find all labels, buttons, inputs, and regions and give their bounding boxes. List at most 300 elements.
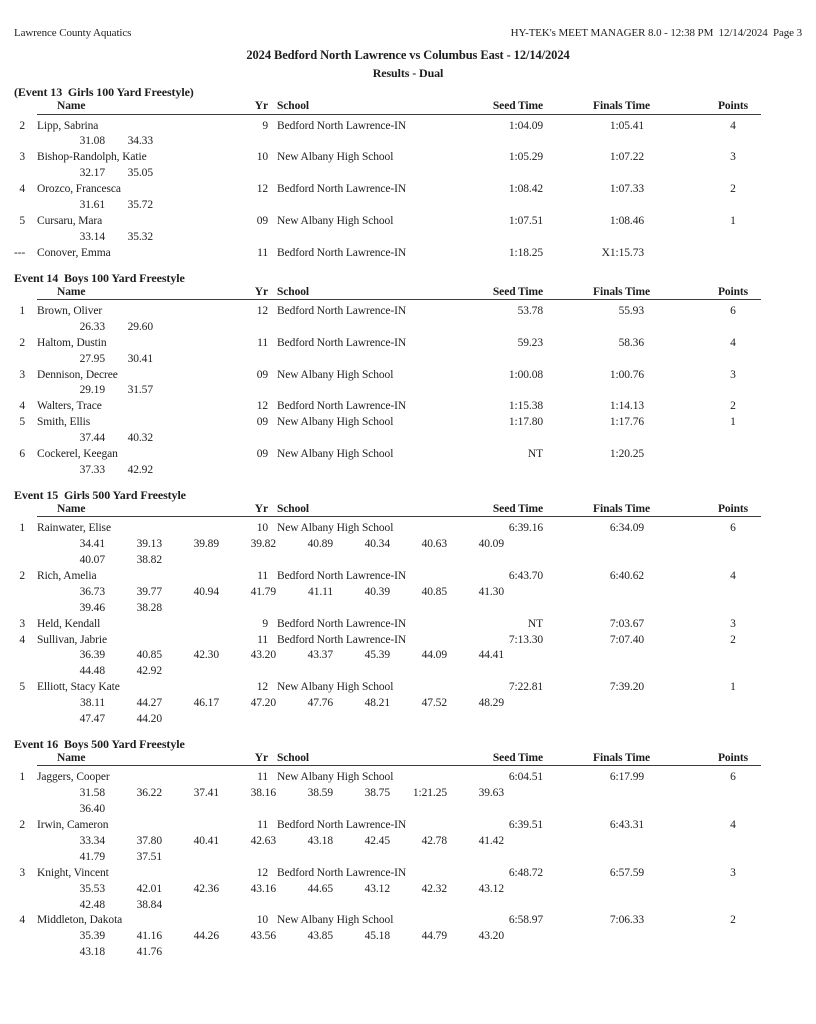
points-cell: 2 <box>730 400 736 413</box>
year-cell: 11 <box>257 819 268 832</box>
col-header-seed-time: Seed Time <box>492 751 543 764</box>
swimmer-name-cell: Knight, Vincent <box>37 866 109 879</box>
col-header-points: Points <box>717 100 749 112</box>
splits-row <box>14 553 802 569</box>
splits-row <box>14 166 802 182</box>
split-time: 40.09 <box>478 538 504 551</box>
place-cell: 1 <box>19 305 25 318</box>
split-time: 33.14 <box>79 230 105 243</box>
col-header-yr: Yr <box>254 100 268 112</box>
seed-time-cell: 1:18.25 <box>508 246 543 259</box>
split-time: 43.12 <box>478 882 504 895</box>
points-cell: 2 <box>730 633 736 646</box>
split-time: 39.82 <box>250 538 276 551</box>
school-cell: Bedford North Lawrence-IN <box>277 617 407 630</box>
split-time: 43.18 <box>79 946 105 959</box>
header-rule <box>37 299 761 300</box>
splits-row <box>14 850 802 866</box>
col-header-name: Name <box>57 100 86 112</box>
splits-row <box>14 463 802 479</box>
place-cell: 3 <box>19 151 25 164</box>
split-time: 41.11 <box>308 585 333 598</box>
split-time: 36.40 <box>79 803 105 816</box>
results-rows <box>14 115 802 262</box>
split-time: 44.48 <box>79 665 105 678</box>
points-cell: 6 <box>730 771 736 784</box>
year-cell: 12 <box>256 681 268 694</box>
split-time: 27.95 <box>79 352 105 365</box>
year-cell: 11 <box>257 246 268 259</box>
swimmer-name-cell: Elliott, Stacy Kate <box>37 681 120 694</box>
header-rule <box>37 765 761 766</box>
place-cell: 2 <box>19 819 25 832</box>
col-header-yr: Yr <box>254 751 268 764</box>
split-time: 36.39 <box>79 649 105 662</box>
place-cell: --- <box>14 246 26 259</box>
school-cell: Bedford North Lawrence-IN <box>277 183 407 196</box>
split-time: 39.77 <box>136 585 162 598</box>
swimmer-name-cell: Walters, Trace <box>37 400 102 413</box>
year-cell: 09 <box>256 214 268 227</box>
result-row <box>14 633 802 649</box>
split-time: 39.63 <box>478 787 504 800</box>
splits-row <box>14 585 802 601</box>
splits-row <box>14 945 802 961</box>
swimmer-name-cell: Orozco, Francesca <box>37 183 121 196</box>
seed-time-cell: 6:39.51 <box>508 819 543 832</box>
col-header-finals-time: Finals Time <box>593 285 650 298</box>
swimmer-name-cell: Brown, Oliver <box>37 305 103 318</box>
split-time: 43.56 <box>250 930 276 943</box>
seed-time-cell: 7:13.30 <box>508 633 543 646</box>
split-time: 41.79 <box>79 850 105 863</box>
split-time: 32.17 <box>79 167 105 180</box>
split-time: 36.22 <box>136 787 162 800</box>
place-cell: 2 <box>19 119 25 132</box>
col-header-finals-time: Finals Time <box>593 751 650 764</box>
school-cell: New Albany High School <box>277 214 394 227</box>
split-time: 47.76 <box>307 697 333 710</box>
split-time: 39.13 <box>136 538 162 551</box>
split-time: 26.33 <box>79 320 105 333</box>
split-time: 40.94 <box>193 585 219 598</box>
school-cell: New Albany High School <box>277 681 394 694</box>
column-header-row <box>14 286 802 301</box>
place-cell: 4 <box>19 183 25 196</box>
place-cell: 4 <box>19 400 25 413</box>
event-block <box>14 737 802 961</box>
year-cell: 9 <box>262 119 268 132</box>
finals-time-cell: 1:14.13 <box>609 400 644 413</box>
split-time: 44.26 <box>193 930 219 943</box>
event-title: Event 14 Boys 100 Yard Freestyle <box>14 270 185 285</box>
year-cell: 10 <box>256 914 268 927</box>
seed-time-cell: 1:00.08 <box>508 368 543 381</box>
school-cell: New Albany High School <box>277 448 394 461</box>
split-time: 42.32 <box>421 882 447 895</box>
split-time: 44.79 <box>421 930 447 943</box>
col-header-school: School <box>277 100 309 112</box>
split-time: 37.51 <box>136 850 162 863</box>
split-time: 47.52 <box>421 697 447 710</box>
year-cell: 12 <box>256 866 268 879</box>
split-time: 33.34 <box>79 834 105 847</box>
result-row <box>14 818 802 834</box>
split-time: 38.59 <box>307 787 333 800</box>
split-time: 43.18 <box>307 834 333 847</box>
header-rule <box>37 516 761 517</box>
place-cell: 1 <box>19 522 25 535</box>
split-time: 29.60 <box>127 320 153 333</box>
year-cell: 11 <box>257 633 268 646</box>
finals-time-cell: 1:20.25 <box>609 448 644 461</box>
finals-time-cell: 7:39.20 <box>609 681 644 694</box>
split-time: 40.34 <box>364 538 390 551</box>
result-row <box>14 521 802 537</box>
finals-time-cell: 1:00.76 <box>609 368 644 381</box>
school-cell: New Albany High School <box>277 368 394 381</box>
split-time: 40.32 <box>127 432 153 445</box>
split-time: 48.21 <box>364 697 390 710</box>
split-time: 41.42 <box>478 834 504 847</box>
splits-row <box>14 383 802 399</box>
col-header-seed-time: Seed Time <box>492 285 543 298</box>
points-cell: 4 <box>730 119 736 132</box>
splits-row <box>14 882 802 898</box>
column-header-row <box>14 503 802 518</box>
result-row <box>14 182 802 198</box>
swimmer-name-cell: Cursaru, Mara <box>37 214 103 227</box>
split-time: 45.18 <box>364 930 390 943</box>
event-title: Event 16 Boys 500 Yard Freestyle <box>14 736 185 751</box>
seed-time-cell: 59.23 <box>517 336 543 349</box>
year-cell: 9 <box>262 617 268 630</box>
split-time: 41.76 <box>136 946 162 959</box>
split-time: 37.33 <box>79 463 105 476</box>
facility-name: Lawrence County Aquatics <box>14 27 132 39</box>
split-time: 37.41 <box>193 787 219 800</box>
school-cell: New Albany High School <box>277 416 394 429</box>
col-header-seed-time: Seed Time <box>492 100 543 112</box>
result-row <box>14 569 802 585</box>
splits-row <box>14 134 802 150</box>
split-time: 41.79 <box>250 585 276 598</box>
points-cell: 2 <box>730 183 736 196</box>
finals-time-cell: 1:08.46 <box>609 214 644 227</box>
place-cell: 5 <box>19 416 25 429</box>
split-time: 29.19 <box>79 384 105 397</box>
results-subtitle: Results - Dual <box>372 66 444 80</box>
year-cell: 11 <box>257 336 268 349</box>
split-time: 38.28 <box>136 601 162 614</box>
finals-time-cell: 6:43.31 <box>609 819 644 832</box>
seed-time-cell: 1:08.42 <box>508 183 543 196</box>
result-row <box>14 680 802 696</box>
points-cell: 1 <box>730 416 736 429</box>
split-time: 38.75 <box>364 787 390 800</box>
seed-time-cell: 7:22.81 <box>508 681 543 694</box>
result-row <box>14 913 802 929</box>
seed-time-cell: NT <box>527 617 543 630</box>
col-header-finals-time: Finals Time <box>593 502 650 515</box>
swimmer-name-cell: Dennison, Decree <box>37 368 118 381</box>
result-row <box>14 150 802 166</box>
finals-time-cell: 1:07.22 <box>609 151 644 164</box>
splits-row <box>14 198 802 214</box>
finals-time-cell: X1:15.73 <box>601 246 644 259</box>
finals-time-cell: 7:06.33 <box>609 914 644 927</box>
column-header-row <box>14 100 802 115</box>
split-time: 39.46 <box>79 601 105 614</box>
seed-time-cell: 53.78 <box>517 305 543 318</box>
col-header-points: Points <box>717 751 749 764</box>
result-row <box>14 399 802 415</box>
school-cell: Bedford North Lawrence-IN <box>277 819 407 832</box>
results-rows <box>14 766 802 961</box>
swimmer-name-cell: Rainwater, Elise <box>37 522 111 535</box>
points-cell: 6 <box>730 305 736 318</box>
school-cell: Bedford North Lawrence-IN <box>277 400 407 413</box>
col-header-name: Name <box>57 502 86 515</box>
col-header-finals-time: Finals Time <box>593 100 650 112</box>
result-row <box>14 617 802 633</box>
split-time: 48.29 <box>478 697 504 710</box>
split-time: 43.12 <box>364 882 390 895</box>
split-time: 37.44 <box>79 432 105 445</box>
points-cell: 1 <box>730 214 736 227</box>
event-block <box>14 271 802 479</box>
year-cell: 12 <box>256 183 268 196</box>
events-container <box>14 85 802 961</box>
result-row <box>14 304 802 320</box>
split-time: 42.45 <box>364 834 390 847</box>
place-cell: 2 <box>19 569 25 582</box>
split-time: 31.57 <box>127 384 153 397</box>
split-time: 34.41 <box>79 538 105 551</box>
page-header <box>14 27 802 41</box>
swimmer-name-cell: Smith, Ellis <box>37 416 91 429</box>
result-row <box>14 770 802 786</box>
split-time: 44.09 <box>421 649 447 662</box>
result-row <box>14 368 802 384</box>
split-time: 34.33 <box>127 135 153 148</box>
split-time: 42.48 <box>79 898 105 911</box>
event-block <box>14 85 802 262</box>
place-cell: 2 <box>19 336 25 349</box>
column-header-row <box>14 752 802 767</box>
splits-row <box>14 230 802 246</box>
results-rows <box>14 517 802 728</box>
splits-row <box>14 696 802 712</box>
seed-time-cell: 6:58.97 <box>508 914 543 927</box>
col-header-school: School <box>277 751 309 764</box>
split-time: 36.73 <box>79 585 105 598</box>
school-cell: Bedford North Lawrence-IN <box>277 305 407 318</box>
split-time: 38.16 <box>250 787 276 800</box>
header-rule <box>37 114 761 115</box>
school-cell: New Albany High School <box>277 522 394 535</box>
split-time: 40.85 <box>421 585 447 598</box>
split-time: 46.17 <box>193 697 219 710</box>
result-row <box>14 119 802 135</box>
col-header-name: Name <box>57 285 86 298</box>
place-cell: 4 <box>19 633 25 646</box>
event-title: Event 15 Girls 500 Yard Freestyle <box>14 487 186 502</box>
col-header-school: School <box>277 502 309 515</box>
swimmer-name-cell: Irwin, Cameron <box>37 819 109 832</box>
swimmer-name-cell: Rich, Amelia <box>37 569 97 582</box>
points-cell: 3 <box>730 866 736 879</box>
place-cell: 1 <box>19 771 25 784</box>
seed-time-cell: 1:05.29 <box>508 151 543 164</box>
software-credit: HY-TEK's MEET MANAGER 8.0 - 12:38 PM 12/14/2024 Page 3 <box>510 27 802 39</box>
swimmer-name-cell: Haltom, Dustin <box>37 336 107 349</box>
finals-time-cell: 55.93 <box>618 305 644 318</box>
splits-row <box>14 898 802 914</box>
swimmer-name-cell: Sullivan, Jabrie <box>37 633 107 646</box>
split-time: 44.20 <box>136 713 162 725</box>
finals-time-cell: 58.36 <box>618 336 644 349</box>
split-time: 42.30 <box>193 649 219 662</box>
splits-row <box>14 929 802 945</box>
swimmer-name-cell: Bishop-Randolph, Katie <box>37 151 147 164</box>
splits-row <box>14 537 802 553</box>
points-cell: 3 <box>730 151 736 164</box>
school-cell: Bedford North Lawrence-IN <box>277 119 407 132</box>
col-header-yr: Yr <box>254 502 268 515</box>
result-row <box>14 415 802 431</box>
split-time: 40.63 <box>421 538 447 551</box>
points-cell: 1 <box>730 681 736 694</box>
year-cell: 09 <box>256 368 268 381</box>
split-time: 43.85 <box>307 930 333 943</box>
finals-time-cell: 6:57.59 <box>609 866 644 879</box>
split-time: 42.63 <box>250 834 276 847</box>
split-time: 38.84 <box>136 898 162 911</box>
points-cell: 3 <box>730 617 736 630</box>
school-cell: Bedford North Lawrence-IN <box>277 336 407 349</box>
split-time: 35.72 <box>127 198 153 211</box>
event-title: (Event 13 Girls 100 Yard Freestyle) <box>14 85 194 99</box>
points-cell: 3 <box>730 368 736 381</box>
split-time: 44.41 <box>478 649 504 662</box>
split-time: 31.61 <box>79 198 105 211</box>
seed-time-cell: 6:04.51 <box>508 771 543 784</box>
year-cell: 10 <box>256 522 268 535</box>
seed-time-cell: 1:15.38 <box>508 400 543 413</box>
col-header-points: Points <box>717 285 749 298</box>
school-cell: Bedford North Lawrence-IN <box>277 569 407 582</box>
splits-row <box>14 352 802 368</box>
school-cell: Bedford North Lawrence-IN <box>277 866 407 879</box>
year-cell: 09 <box>256 416 268 429</box>
result-row <box>14 246 802 262</box>
seed-time-cell: 1:17.80 <box>508 416 543 429</box>
split-time: 43.16 <box>250 882 276 895</box>
split-time: 42.92 <box>127 463 153 476</box>
finals-time-cell: 1:17.76 <box>609 416 644 429</box>
split-time: 42.01 <box>136 882 162 895</box>
result-row <box>14 336 802 352</box>
seed-time-cell: 6:48.72 <box>508 866 543 879</box>
col-header-seed-time: Seed Time <box>492 502 543 515</box>
points-cell: 4 <box>730 336 736 349</box>
seed-time-cell: NT <box>527 448 543 461</box>
swimmer-name-cell: Lipp, Sabrina <box>37 119 99 132</box>
split-time: 43.20 <box>478 930 504 943</box>
swimmer-name-cell: Cockerel, Keegan <box>37 448 118 461</box>
finals-time-cell: 6:34.09 <box>609 522 644 535</box>
split-time: 41.30 <box>478 585 504 598</box>
year-cell: 10 <box>256 151 268 164</box>
splits-row <box>14 786 802 802</box>
place-cell: 3 <box>19 617 25 630</box>
place-cell: 3 <box>19 368 25 381</box>
split-time: 42.92 <box>136 665 162 678</box>
year-cell: 09 <box>256 448 268 461</box>
split-time: 42.78 <box>421 834 447 847</box>
seed-time-cell: 6:43.70 <box>508 569 543 582</box>
school-cell: Bedford North Lawrence-IN <box>277 633 407 646</box>
swimmer-name-cell: Held, Kendall <box>37 617 101 630</box>
points-cell: 4 <box>730 569 736 582</box>
split-time: 40.41 <box>193 834 219 847</box>
splits-row <box>14 320 802 336</box>
finals-time-cell: 6:17.99 <box>609 771 644 784</box>
split-time: 35.32 <box>127 230 153 243</box>
place-cell: 4 <box>19 914 25 927</box>
meet-title: 2024 Bedford North Lawrence vs Columbus East - 12/14/2024 <box>246 48 570 62</box>
place-cell: 5 <box>19 214 25 227</box>
school-cell: New Albany High School <box>277 151 394 164</box>
split-time: 31.58 <box>79 787 105 800</box>
results-rows <box>14 300 802 479</box>
splits-row <box>14 834 802 850</box>
points-cell: 4 <box>730 819 736 832</box>
school-cell: New Albany High School <box>277 914 394 927</box>
swimmer-name-cell: Conover, Emma <box>37 246 111 259</box>
split-time: 35.05 <box>127 167 153 180</box>
school-cell: New Albany High School <box>277 771 394 784</box>
finals-time-cell: 7:07.40 <box>609 633 644 646</box>
col-header-points: Points <box>717 502 749 515</box>
swimmer-name-cell: Middleton, Dakota <box>37 914 123 927</box>
col-header-yr: Yr <box>254 285 268 298</box>
finals-time-cell: 1:07.33 <box>609 183 644 196</box>
points-cell: 2 <box>730 914 736 927</box>
seed-time-cell: 6:39.16 <box>508 522 543 535</box>
split-time: 43.37 <box>307 649 333 662</box>
split-time: 1:21.25 <box>412 787 447 800</box>
split-time: 30.41 <box>127 352 153 365</box>
swimmer-name-cell: Jaggers, Cooper <box>37 771 110 784</box>
finals-time-cell: 7:03.67 <box>609 617 644 630</box>
split-time: 40.39 <box>364 585 390 598</box>
points-cell: 6 <box>730 522 736 535</box>
seed-time-cell: 1:04.09 <box>508 119 543 132</box>
seed-time-cell: 1:07.51 <box>508 214 543 227</box>
place-cell: 5 <box>19 681 25 694</box>
year-cell: 11 <box>257 569 268 582</box>
split-time: 44.65 <box>307 882 333 895</box>
finals-time-cell: 6:40.62 <box>609 569 644 582</box>
year-cell: 12 <box>256 305 268 318</box>
col-header-name: Name <box>57 751 86 764</box>
splits-row <box>14 802 802 818</box>
split-time: 35.53 <box>79 882 105 895</box>
splits-row <box>14 601 802 617</box>
split-time: 47.20 <box>250 697 276 710</box>
